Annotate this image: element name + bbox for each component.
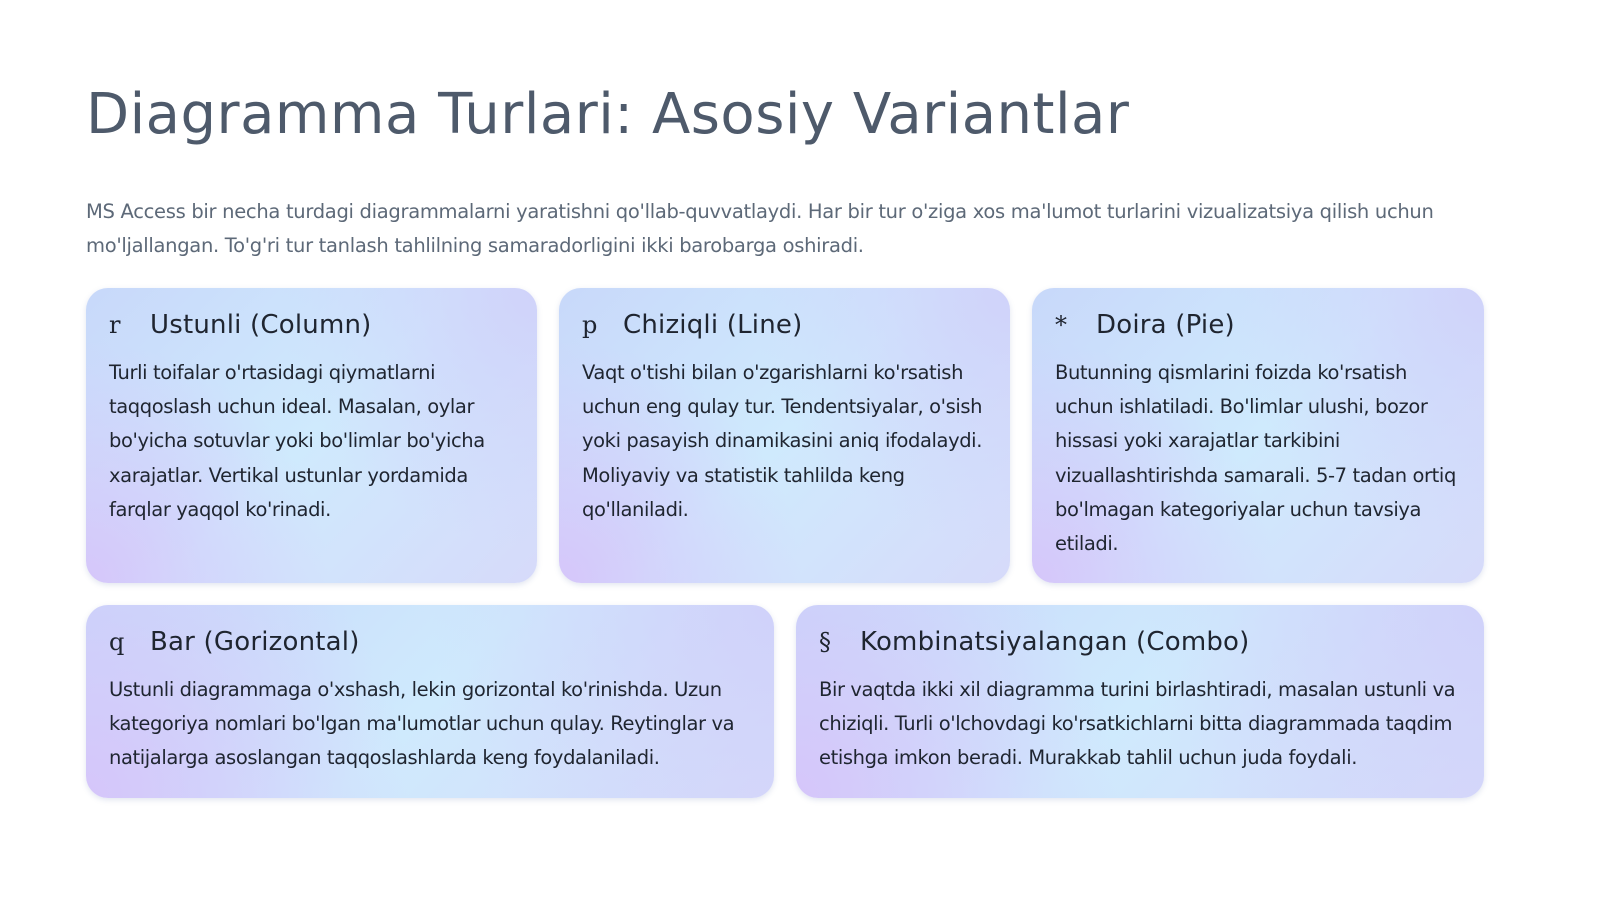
- card-description: Vaqt o'tishi bilan o'zgarishlarni ko'rsatish uchun eng qulay tur. Tendentsiyalar, o'sish yoki pasayish dinamikasini aniq ifodalaydi. Moliyaviy va statistik tahlilda keng qo'llaniladi.: [582, 361, 983, 521]
- column-chart-icon: r: [109, 311, 121, 339]
- card-column-chart: [86, 288, 537, 583]
- pie-chart-icon: *: [1055, 311, 1067, 339]
- card-title: Doira (Pie): [1096, 310, 1235, 340]
- card-title: Chiziqli (Line): [623, 310, 803, 340]
- card-description: Turli toifalar o'rtasidagi qiymatlarni taqqoslash uchun ideal. Masalan, oylar bo'yicha sotuvlar yoki bo'limlar bo'yicha xarajatlar. Vertikal ustunlar yordamida farqlar yaqqol ko'rinadi.: [109, 361, 485, 521]
- page-title: Diagramma Turlari: Asosiy Variantlar: [86, 82, 1130, 147]
- card-header: [109, 625, 752, 659]
- intro-paragraph: MS Access bir necha turdagi diagrammalarni yaratishni qo'llab-quvvatlaydi. Har bir tur o'ziga xos ma'lumot turlarini vizualizatsiya qilish uchun mo'ljallangan. To'g'ri tur tanlash tahlilning samaradorligini ikki barobarga oshiradi.: [86, 200, 1434, 257]
- card-description: Bir vaqtda ikki xil diagramma turini birlashtiradi, masalan ustunli va chiziqli. Turli o'lchovdagi ko'rsatkichlarni bitta diagrammada taqdim etishga imkon beradi. Murakkab tahlil uchun juda foydali.: [819, 678, 1456, 770]
- card-description: Butunning qismlarini foizda ko'rsatish uchun ishlatiladi. Bo'limlar ulushi, bozor hissasi yoki xarajatlar tarkibini vizuallashtirishda samarali. 5-7 tadan ortiq bo'lmagan kategoriyalar uchun tavsiya etiladi.: [1055, 361, 1456, 556]
- bar-chart-icon: q: [109, 628, 125, 656]
- card-title: Ustunli (Column): [150, 310, 372, 340]
- card-pie-chart: [1032, 288, 1484, 583]
- card-description: Ustunli diagrammaga o'xshash, lekin gorizontal ko'rinishda. Uzun kategoriya nomlari bo'lgan ma'lumotlar uchun qulay. Reytinglar va natijalarga asoslangan taqqoslashlarda keng foydalaniladi.: [109, 678, 735, 770]
- card-title: Kombinatsiyalangan (Combo): [860, 627, 1250, 657]
- card-combo-chart: [796, 605, 1484, 798]
- card-header: [1055, 308, 1462, 342]
- combo-chart-icon: §: [819, 628, 831, 656]
- card-header: [819, 625, 1462, 659]
- card-line-chart: [559, 288, 1010, 583]
- card-bar-chart: [86, 605, 774, 798]
- card-title: Bar (Gorizontal): [150, 627, 360, 657]
- card-header: [582, 308, 988, 342]
- line-chart-icon: p: [582, 311, 598, 339]
- card-header: [109, 308, 515, 342]
